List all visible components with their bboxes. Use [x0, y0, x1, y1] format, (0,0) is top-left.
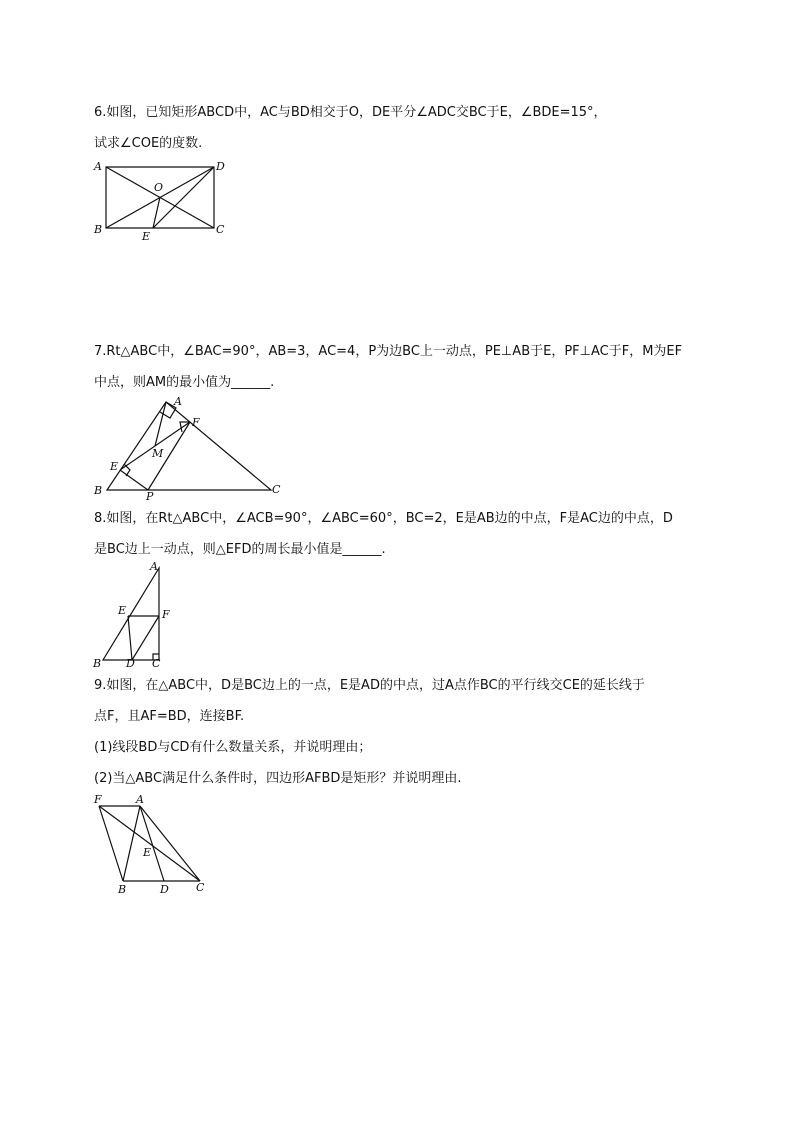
figure-9-quadrilateral: [88, 792, 218, 897]
label-f: F: [192, 416, 200, 429]
label-b: B: [94, 223, 103, 236]
label-e: E: [143, 846, 152, 859]
triangle-abc: [107, 402, 271, 490]
problem-8-line-2: 是BC边上一动点，则△EFD的周长最小值是______.: [94, 542, 386, 557]
problem-9-part-2: (2)当△ABC满足什么条件时，四边形AFBD是矩形？并说明理由.: [94, 771, 462, 786]
label-f: F: [162, 608, 170, 621]
label-e: E: [142, 230, 151, 243]
label-m: M: [152, 447, 164, 460]
label-b: B: [94, 484, 103, 497]
problem-8-line-1: 8.如图，在Rt△ABC中，∠ACB=90°，∠ABC=60°，BC=2，E是AB边的中点，F是AC边的中点，D: [94, 511, 673, 526]
figure-8-triangle: [88, 560, 188, 670]
label-b: B: [118, 883, 127, 896]
label-e: E: [110, 460, 119, 473]
label-c: C: [152, 657, 161, 670]
label-c: C: [216, 223, 225, 236]
segment-de: [153, 167, 214, 228]
label-a: A: [94, 160, 102, 173]
problem-6-line-2: 试求∠COE的度数.: [94, 136, 203, 151]
label-o: O: [154, 181, 164, 194]
label-c: C: [272, 483, 281, 496]
label-f: F: [94, 793, 102, 806]
problem-6-line-1: 6.如图，已知矩形ABCD中，AC与BD相交于O，DE平分∠ADC交BC于E，∠BDE=15°，: [94, 105, 607, 120]
label-a: A: [174, 395, 182, 408]
label-p: P: [146, 490, 154, 502]
label-a: A: [150, 560, 158, 573]
segment-oe: [153, 197, 160, 228]
segment-ed: [128, 616, 132, 660]
label-d: D: [160, 883, 169, 896]
problem-9-line-1: 9.如图，在△ABC中，D是BC边上的一点，E是AD的中点，过A点作BC的平行线交CE的延长线于: [94, 678, 645, 693]
label-b: B: [93, 657, 102, 670]
segment-ab: [123, 806, 140, 881]
label-e: E: [118, 604, 127, 617]
label-c: C: [196, 881, 205, 894]
figure-6-rectangle: [88, 155, 238, 245]
segment-fb: [99, 806, 123, 881]
label-a: A: [136, 793, 144, 806]
problem-7-line-2: 中点，则AM的最小值为______.: [94, 375, 275, 390]
segment-pe: [120, 470, 148, 490]
problem-9-part-1: (1)线段BD与CD有什么数量关系，并说明理由；: [94, 740, 372, 755]
problem-9-line-2: 点F，且AF=BD，连接BF.: [94, 709, 245, 724]
problem-7-line-1: 7.Rt△ABC中，∠BAC=90°，AB=3，AC=4，P为边BC上一动点，PE⊥AB于E，PF⊥AC于F，M为EF: [94, 344, 683, 359]
label-d: D: [126, 657, 135, 670]
figure-7-triangle: [88, 392, 288, 502]
segment-ad: [140, 806, 164, 881]
label-d: D: [216, 160, 225, 173]
